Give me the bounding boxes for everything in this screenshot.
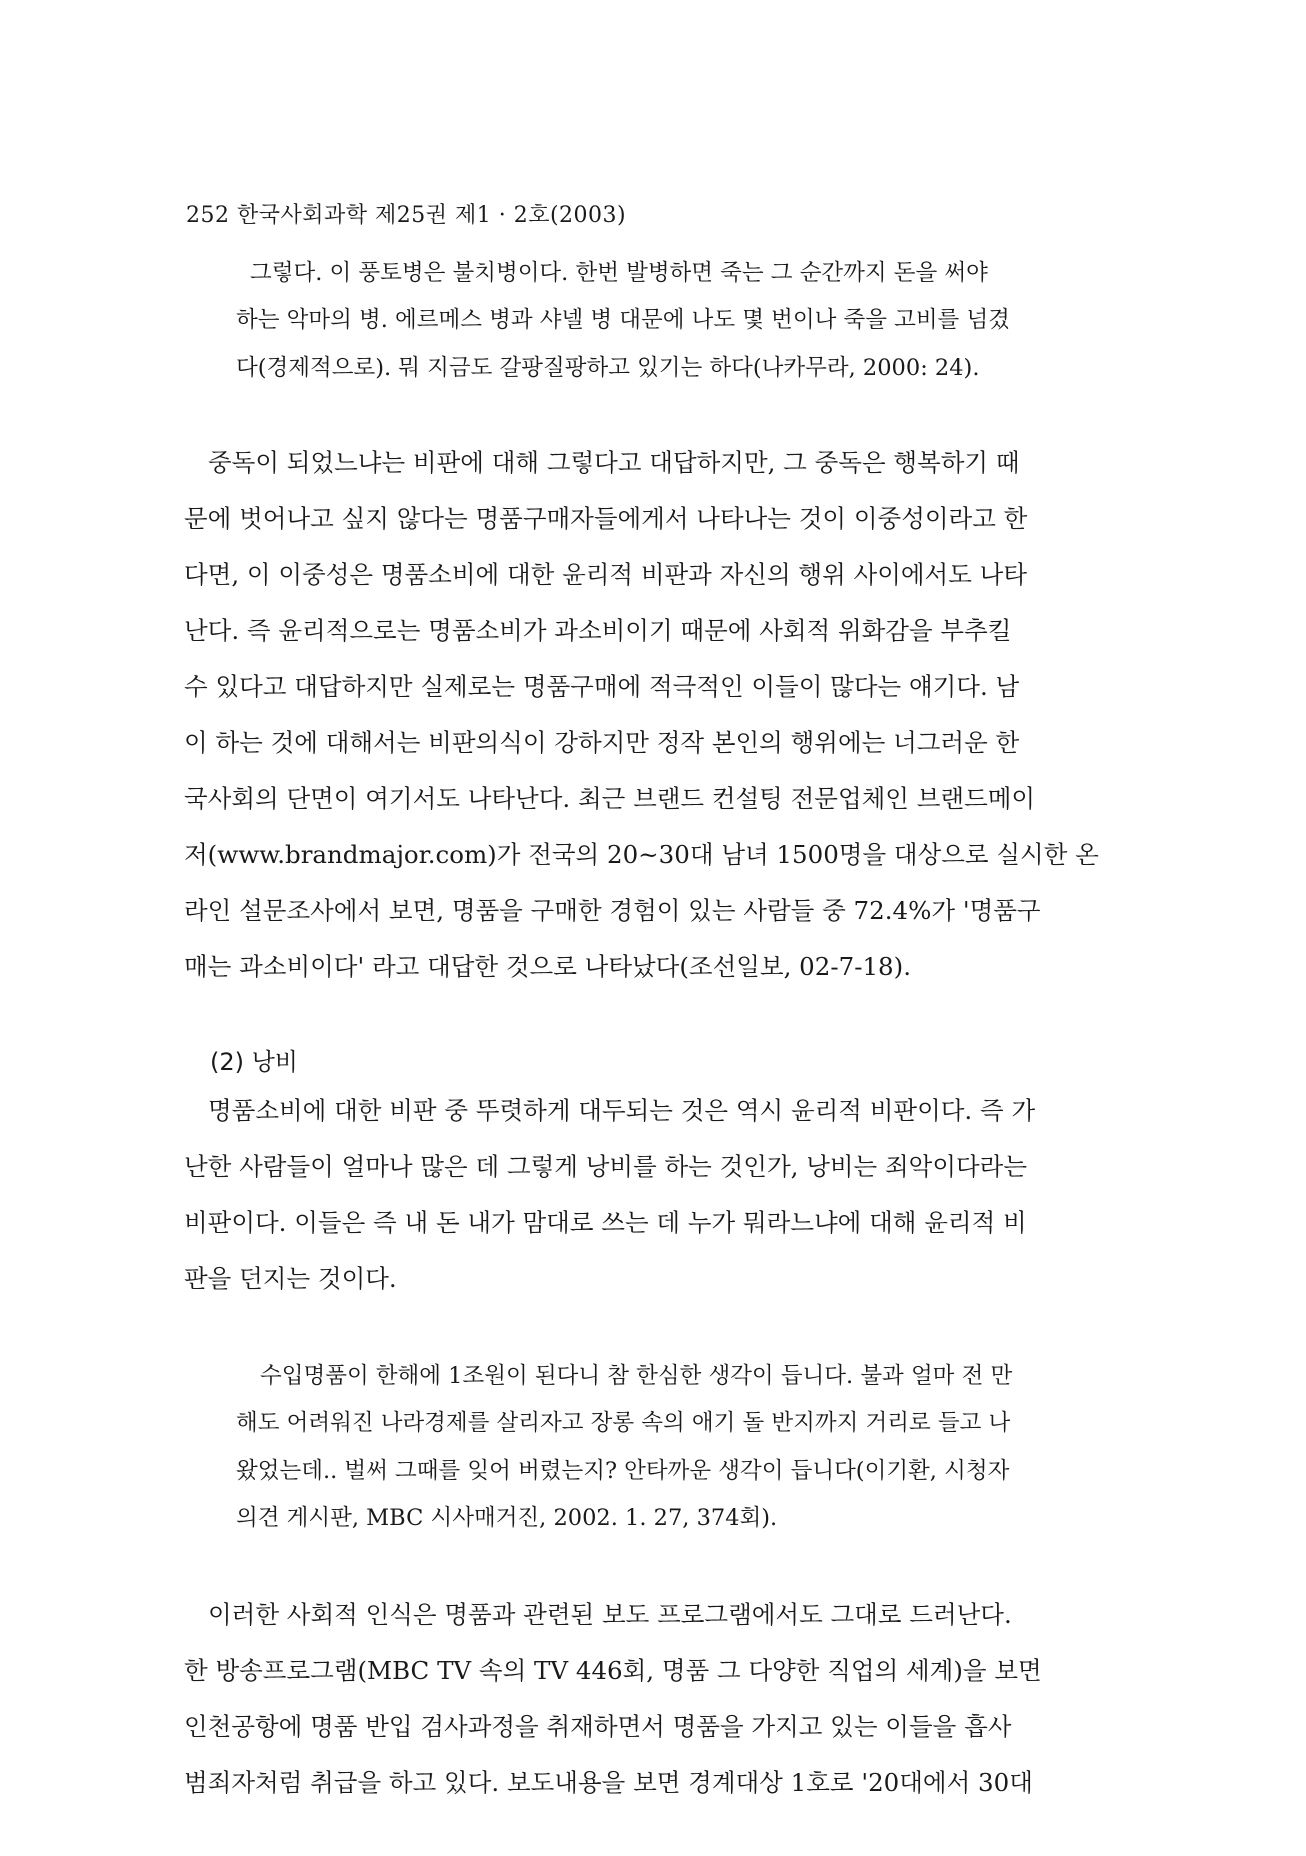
paragraph-line: 저(www.brandmajor.com)가 전국의 20~30대 남녀 1500명을 대상으로 실시한 온: [184, 840, 1099, 869]
paragraph-line: 다면, 이 이중성은 명품소비에 대한 윤리적 비판과 자신의 행위 사이에서도 나타: [184, 560, 1028, 589]
quote-line: 의견 게시판, MBC 시사매거진, 2002. 1. 27, 374회).: [236, 1505, 778, 1531]
paragraph-line: 이러한 사회적 인식은 명품과 관련된 보도 프로그램에서도 그대로 드러난다.: [208, 1600, 1012, 1629]
quote-line: 하는 악마의 병. 에르메스 병과 샤넬 병 대문에 나도 몇 번이나 죽을 고비를 넘겼: [236, 307, 1010, 333]
running-header: 252 한국사회과학 제25권 제1 · 2호(2003): [186, 203, 627, 228]
paragraph-line: 매는 과소비이다' 라고 대답한 것으로 나타났다(조선일보, 02-7-18).: [184, 952, 911, 981]
paragraph-line: 중독이 되었느냐는 비판에 대해 그렇다고 대답하지만, 그 중독은 행복하기 때: [208, 448, 1020, 477]
paragraph-line: 난다. 즉 윤리적으로는 명품소비가 과소비이기 때문에 사회적 위화감을 부추킬: [184, 616, 1012, 645]
paragraph-line: 명품소비에 대한 비판 중 뚜렷하게 대두되는 것은 역시 윤리적 비판이다. 즉 가: [208, 1096, 1036, 1125]
paragraph-line: 난한 사람들이 얼마나 많은 데 그렇게 낭비를 하는 것인가, 낭비는 죄악이다라는: [184, 1152, 1028, 1181]
quote-line: 그렇다. 이 풍토병은 불치병이다. 한번 발병하면 죽는 그 순간까지 돈을 써야: [250, 260, 988, 286]
paragraph-line: 국사회의 단면이 여기서도 나타난다. 최근 브랜드 컨설팅 전문업체인 브랜드메이: [184, 784, 1036, 813]
paragraph-line: 인천공항에 명품 반입 검사과정을 취재하면서 명품을 가지고 있는 이들을 흡사: [184, 1712, 1012, 1741]
section-subheading: (2) 낭비: [210, 1048, 298, 1076]
quote-line: 해도 어려워진 나라경제를 살리자고 장롱 속의 애기 돌 반지까지 거리로 들고 나: [236, 1410, 1011, 1436]
paragraph-line: 이 하는 것에 대해서는 비판의식이 강하지만 정작 본인의 행위에는 너그러운 한: [184, 728, 1020, 757]
paragraph-line: 판을 던지는 것이다.: [184, 1264, 397, 1293]
quote-line: 왔었는데.. 벌써 그때를 잊어 버렸는지? 안타까운 생각이 듭니다(이기환, 시청자: [236, 1458, 1010, 1484]
paragraph-line: 문에 벗어나고 싶지 않다는 명품구매자들에게서 나타나는 것이 이중성이라고 한: [184, 504, 1028, 533]
quote-line: 수입명품이 한해에 1조원이 된다니 참 한심한 생각이 듭니다. 불과 얼마 전 만: [260, 1363, 1013, 1389]
paragraph-line: 라인 설문조사에서 보면, 명품을 구매한 경험이 있는 사람들 중 72.4%가 '명품구: [184, 896, 1041, 925]
quote-line: 다(경제적으로). 뭐 지금도 갈팡질팡하고 있기는 하다(나카무라, 2000: 24).: [236, 355, 980, 381]
paragraph-line: 수 있다고 대답하지만 실제로는 명품구매에 적극적인 이들이 많다는 얘기다. 남: [184, 672, 1020, 701]
paragraph-line: 범죄자처럼 취급을 하고 있다. 보도내용을 보면 경계대상 1호로 '20대에서 30대: [184, 1768, 1033, 1797]
paragraph-line: 한 방송프로그램(MBC TV 속의 TV 446회, 명품 그 다양한 직업의 세계)을 보면: [184, 1656, 1042, 1685]
paragraph-line: 비판이다. 이들은 즉 내 돈 내가 맘대로 쓰는 데 누가 뭐라느냐에 대해 윤리적 비: [184, 1208, 1027, 1237]
